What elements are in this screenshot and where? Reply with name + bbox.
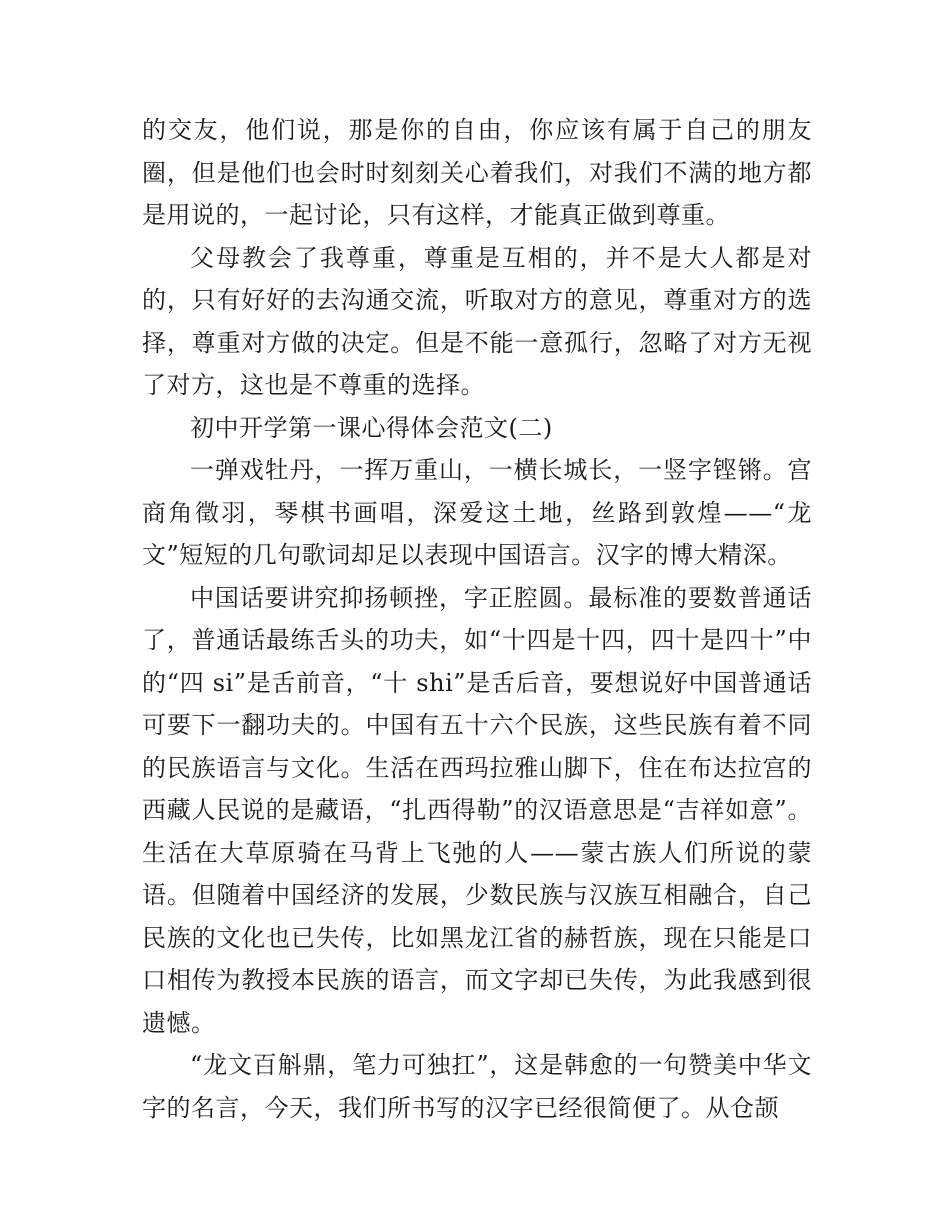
paragraph-3: 一弹戏牡丹，一挥万重山，一横长城长，一竖字铿锵。宫商角徵羽，琴棋书画唱，深爱这土地，丝路到敦煌——“龙文”短短的几句歌词却足以表现中国语言。汉字的博大精深。 (142, 456, 812, 569)
paragraph-1: 的交友，他们说，那是你的自由，你应该有属于自己的朋友圈，但是他们也会时时刻刻关心着我们，对我们不满的地方都是用说的，一起讨论，只有这样，才能真正做到尊重。 (142, 116, 812, 229)
paragraph-5: “龙文百斛鼎，笔力可独扛”，这是韩愈的一句赞美中华文字的名言，今天，我们所书写的汉字已经很简便了。从仓颉 (142, 1051, 812, 1122)
document-page (142, 109, 812, 1129)
section-heading: 初中开学第一课心得体会范文(二) (190, 413, 553, 442)
paragraph-4: 中国话要讲究抑扬顿挫，字正腔圆。最标准的要数普通话了，普通话最练舌头的功夫，如“十四是十四，四十是四十”中的“四 si”是舌前音，“十 shi”是舌后音，要想说好中国普通话可要下一翻功夫的。中国有五十六个民族，这些民族有着不同的民族语言与文化。生活在西玛拉雅山脚下，住在布达拉宫的西藏人民说的是藏语，“扎西得勒”的汉语意思是“吉祥如意”。生活在大草原骑在马背上飞弛的人——蒙古族人们所说的蒙语。但随着中国经济的发展，少数民族与汉族互相融合，自己民族的文化也已失传，比如黑龙江省的赫哲族，现在只能是口口相传为教授本民族的语言，而文字却已失传，为此我感到很遗憾。 (142, 583, 812, 1037)
paragraph-2: 父母教会了我尊重，尊重是互相的，并不是大人都是对的，只有好好的去沟通交流，听取对方的意见，尊重对方的选择，尊重对方做的决定。但是不能一意孤行，忽略了对方无视了对方，这也是不尊重的选择。 (142, 243, 812, 399)
